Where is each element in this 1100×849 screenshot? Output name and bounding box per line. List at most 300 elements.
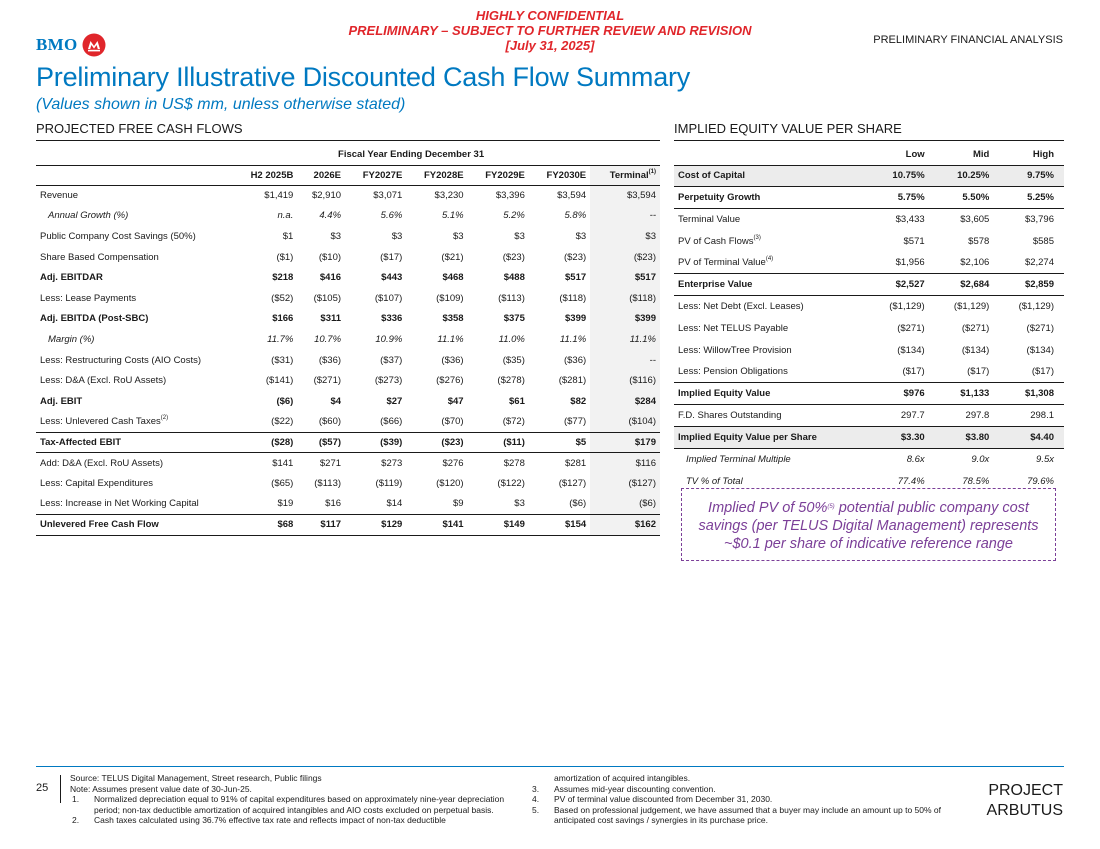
- fcf-row-label: [36, 391, 232, 412]
- cost-savings-callout: [681, 488, 1056, 561]
- project-line: PROJECT: [988, 782, 1063, 799]
- fcf-row-label-text: Revenue: [40, 190, 79, 202]
- fcf-cell: $517: [565, 272, 587, 284]
- fcf-row: [36, 288, 660, 309]
- fcf-header-spacer: [36, 145, 232, 165]
- fcf-row: [36, 432, 660, 453]
- fcf-cell: 10.9%: [375, 333, 403, 345]
- fcf-row-label-text: Less: D&A (Excl. RoU Assets): [40, 375, 167, 387]
- equity-cell: ($134): [961, 344, 990, 356]
- fcf-column-header: [590, 165, 660, 185]
- fcf-row-label-text: Adj. EBIT: [40, 395, 83, 407]
- fcf-row-label: [36, 247, 232, 268]
- equity-row-label: [674, 230, 870, 252]
- equity-row-label: [674, 427, 870, 449]
- pv-date-note: Note: Assumes present value date of 30-Jun-25.: [70, 783, 252, 794]
- fcf-cell: $1,419: [264, 190, 294, 202]
- equity-cell: $2,684: [935, 274, 1000, 296]
- fcf-row: [36, 267, 660, 288]
- fcf-cell: $443: [381, 272, 403, 284]
- fcf-row-label-text: Public Company Cost Savings (50%): [40, 230, 196, 242]
- equity-row-label-text: Enterprise Value: [678, 279, 753, 291]
- fcf-cell: ($36): [441, 354, 464, 366]
- fcf-row-label: [36, 370, 232, 391]
- fcf-cell: $16: [325, 498, 342, 510]
- fcf-cell: $278: [503, 457, 525, 469]
- equity-cell: $4.40: [999, 427, 1064, 449]
- fcf-cell: ($6): [590, 494, 660, 515]
- fcf-row: [36, 247, 660, 268]
- fcf-column-header: FY2029E: [468, 165, 529, 185]
- fiscal-year-header: Fiscal Year Ending December 31: [232, 145, 590, 165]
- equity-cell: $3,433: [895, 214, 925, 226]
- fcf-cell: $488: [503, 272, 525, 284]
- equity-cell: $3.80: [935, 427, 1000, 449]
- fcf-cell: ($116): [590, 370, 660, 391]
- fcf-cell: ($60): [318, 416, 342, 428]
- fcf-cell: ($11): [468, 432, 529, 453]
- footnote-number: 1.: [72, 794, 80, 805]
- footnote-number: 2.: [72, 815, 80, 826]
- fcf-row-label: [36, 267, 232, 288]
- equity-row: [674, 339, 1064, 361]
- equity-cell: $3,796: [1024, 214, 1054, 226]
- confidential-line: HIGHLY CONFIDENTIAL: [475, 8, 625, 23]
- equity-cell: 5.25%: [999, 187, 1064, 209]
- footnote-3: [530, 784, 970, 795]
- fcf-cell: $27: [386, 395, 403, 407]
- fcf-cell: ($66): [380, 416, 403, 428]
- equity-row-label-text: PV of Cash Flows: [678, 235, 754, 247]
- fcf-row-label: [36, 350, 232, 371]
- equity-cell: ($271): [897, 322, 925, 334]
- equity-row-label-text: TV % of Total: [686, 475, 743, 487]
- equity-row-label-text: F.D. Shares Outstanding: [678, 410, 782, 422]
- fcf-cell: ($17): [380, 251, 403, 263]
- fcf-row: [36, 370, 660, 391]
- equity-row-label-text: Implied Terminal Multiple: [686, 454, 791, 465]
- fcf-cell: ($113): [498, 292, 525, 304]
- fcf-cell: 10.7%: [314, 333, 342, 345]
- fcf-cell: ($127): [558, 478, 587, 490]
- equity-row: [674, 252, 1064, 274]
- project-name: [987, 781, 1063, 821]
- fcf-row-label: [36, 515, 232, 536]
- fcf-cell: 11.0%: [498, 333, 525, 345]
- fcf-cell: $3,594: [590, 185, 660, 206]
- fcf-cell: $3,594: [557, 190, 587, 202]
- page-subtitle: (Values shown in US$ mm, unless otherwise stated): [36, 96, 406, 113]
- fcf-cell: $9: [453, 498, 464, 510]
- equity-row-label: [674, 165, 870, 187]
- equity-cell: 9.0x: [971, 454, 990, 465]
- fcf-cell: 5.2%: [503, 210, 525, 222]
- equity-row-label: [674, 448, 870, 470]
- fcf-cell: $276: [442, 457, 464, 469]
- fcf-cell: ($65): [271, 478, 294, 490]
- equity-cell: $585: [1032, 235, 1054, 247]
- footnote-4: [530, 794, 970, 805]
- fcf-cell: ($107): [374, 292, 403, 304]
- fcf-cell: ($105): [313, 292, 342, 304]
- equity-cell: $1,308: [999, 383, 1064, 405]
- equity-row-label-text: Perpetuity Growth: [678, 192, 761, 204]
- fcf-cell: $3: [391, 230, 403, 242]
- fcf-cell: 11.7%: [267, 333, 294, 345]
- fcf-cell: $141: [406, 515, 467, 536]
- fcf-cell: $281: [565, 457, 587, 469]
- equity-cell: ($1,129): [1018, 301, 1054, 313]
- footnote-5: [530, 805, 970, 826]
- fcf-cell: $154: [529, 515, 590, 536]
- equity-column-header: Mid: [935, 145, 1000, 165]
- fcf-cell: ($52): [271, 292, 294, 304]
- footnotes-left: [70, 773, 510, 826]
- fcf-cell: $3: [575, 230, 587, 242]
- fcf-cell: ($70): [441, 416, 464, 428]
- fcf-row-label: [36, 329, 232, 350]
- source-note: Source: TELUS Digital Management, Street research, Public filings: [70, 773, 322, 783]
- fcf-row-label: [36, 453, 232, 474]
- equity-row: [674, 296, 1064, 318]
- fcf-cell: ($6): [276, 395, 294, 407]
- callout-text-post: potential public company cost savings (per TELUS Digital Management) represents ~$0.1 per share of indicative reference range: [698, 500, 1039, 552]
- fcf-cell: ($118): [590, 288, 660, 309]
- fcf-header-spacer: [36, 165, 232, 185]
- fcf-row-label: [36, 288, 232, 309]
- equity-cell: $2,527: [870, 274, 935, 296]
- fcf-cell: $311: [320, 313, 342, 325]
- footnote-text: Based on professional judgement, we have assumed that a buyer may include an amount up to 50% of anticipated cost savings / synergies in its purchase price.: [554, 804, 941, 826]
- fcf-cell: $3,396: [495, 190, 525, 202]
- equity-cell: $1,956: [870, 252, 935, 274]
- fcf-cell: $3: [514, 498, 525, 510]
- fcf-row: [36, 226, 660, 247]
- footnote-1: [70, 794, 510, 815]
- fcf-cell: ($23): [590, 247, 660, 268]
- bmo-roundel-icon: [82, 33, 106, 57]
- fcf-cell: $1: [282, 230, 294, 242]
- equity-cell: ($17): [999, 361, 1064, 383]
- fcf-column-header: FY2027E: [345, 165, 406, 185]
- equity-cell: 5.50%: [935, 187, 1000, 209]
- fcf-row-label-text: Adj. EBITDAR: [40, 272, 103, 284]
- equity-table: [674, 145, 1064, 492]
- fcf-cell: $3: [590, 226, 660, 247]
- fcf-row-label: [36, 494, 232, 515]
- fcf-row-label: [36, 473, 232, 494]
- equity-row-label-text: Terminal Value: [678, 214, 741, 226]
- equity-row-label: [674, 187, 870, 209]
- equity-row-label-text: Implied Equity Value per Share: [678, 431, 817, 443]
- equity-row: [674, 230, 1064, 252]
- project-line: ARBUTUS: [986, 802, 1063, 819]
- footnote-text: Normalized depreciation equal to 91% of capital expenditures based on approximately nine-year depreciation period; non-tax deductible amortization of acquired intangibles and AIO costs excluded on perpetual basis.: [94, 794, 505, 815]
- fcf-row-label: [36, 432, 232, 453]
- equity-cell: ($1,129): [889, 301, 925, 313]
- footnote-number: 5.: [532, 804, 540, 815]
- fcf-cell: ($276): [436, 375, 464, 387]
- fcf-cell: ($36): [563, 354, 587, 366]
- fcf-row: [36, 515, 660, 536]
- fcf-cell: $3: [330, 230, 342, 242]
- equity-cell: $2,274: [999, 252, 1064, 274]
- footnote-2-continued: amortization of acquired intangibles.: [554, 773, 691, 783]
- equity-cell: 8.6x: [906, 454, 925, 465]
- fcf-cell: $3,071: [373, 190, 403, 202]
- fcf-cell: $166: [272, 313, 294, 325]
- fcf-cell: ($31): [271, 354, 294, 366]
- fcf-cell: $116: [590, 453, 660, 474]
- fcf-cell: --: [590, 350, 660, 371]
- footnote-number: 4.: [532, 794, 540, 805]
- equity-cell: 9.5x: [1036, 454, 1054, 465]
- fcf-table: [36, 145, 660, 536]
- equity-row-label-text: Less: Pension Obligations: [678, 366, 788, 378]
- fcf-cell: $5: [529, 432, 590, 453]
- fcf-cell: $3,230: [434, 190, 464, 202]
- fcf-row-label: [36, 226, 232, 247]
- fcf-cell: $399: [590, 309, 660, 330]
- page-number-separator: [60, 775, 61, 803]
- equity-cell: $2,106: [935, 252, 1000, 274]
- fcf-cell: $3: [514, 230, 525, 242]
- equity-row-label: [674, 296, 870, 318]
- equity-row: [674, 361, 1064, 383]
- equity-row: [674, 187, 1064, 209]
- fcf-column-header: FY2030E: [529, 165, 590, 185]
- fcf-row-label-text: Annual Growth (%): [48, 210, 129, 222]
- fcf-cell: $416: [319, 272, 342, 284]
- footnote-text: Cash taxes calculated using 36.7% effective tax rate and reflects impact of non-tax deductible: [94, 815, 446, 826]
- equity-cell: ($271): [961, 322, 990, 334]
- fcf-cell: ($104): [590, 412, 660, 433]
- fcf-row: [36, 185, 660, 206]
- fcf-row: [36, 206, 660, 227]
- fcf-cell: ($23): [406, 432, 467, 453]
- fcf-section-title: PROJECTED FREE CASH FLOWS: [36, 121, 660, 141]
- equity-cell: 79.6%: [1027, 475, 1054, 487]
- fcf-row-label-text: Adj. EBITDA (Post-SBC): [40, 313, 149, 325]
- fcf-column-header: 2026E: [297, 165, 345, 185]
- fcf-cell: ($39): [345, 432, 406, 453]
- confidentiality-banner: [300, 8, 800, 53]
- callout-footnote-ref: (5): [827, 504, 835, 510]
- fcf-cell: $273: [381, 457, 403, 469]
- equity-row-label-text: Implied Equity Value: [678, 388, 771, 400]
- fcf-row-label-text: Less: Increase in Net Working Capital: [40, 498, 199, 510]
- fcf-cell: ($127): [590, 473, 660, 494]
- equity-row: [674, 165, 1064, 187]
- confidential-line: PRELIMINARY – SUBJECT TO FURTHER REVIEW AND REVISION: [348, 23, 752, 38]
- equity-row-label: [674, 361, 870, 383]
- equity-cell: $976: [870, 383, 935, 405]
- fcf-cell: $19: [277, 498, 294, 510]
- fcf-cell: ($28): [232, 432, 297, 453]
- fcf-cell: ($36): [318, 354, 342, 366]
- fcf-row: [36, 309, 660, 330]
- callout-text-pre: Implied PV of 50%: [708, 500, 828, 516]
- fcf-row-label: [36, 185, 232, 206]
- fcf-cell: $517: [590, 267, 660, 288]
- terminal-footnote-ref: (1): [648, 168, 656, 175]
- fcf-cell: $375: [503, 313, 525, 325]
- equity-row: [674, 448, 1064, 470]
- fcf-cell: ($120): [436, 478, 464, 490]
- fcf-row-label-text: Less: Unlevered Cash Taxes: [40, 416, 161, 428]
- brand-name: BMO: [36, 35, 78, 54]
- equity-cell: $571: [903, 235, 925, 247]
- equity-row: [674, 209, 1064, 231]
- equity-header-spacer: [674, 145, 870, 165]
- equity-cell: 297.8: [935, 405, 1000, 427]
- fcf-cell: $218: [272, 272, 294, 284]
- fcf-cell: $4: [330, 395, 342, 407]
- equity-cell: ($1,129): [953, 301, 990, 313]
- fcf-cell: ($23): [502, 251, 525, 263]
- fcf-cell: ($113): [314, 478, 342, 490]
- fcf-cell: n.a.: [277, 210, 294, 222]
- fcf-row-label-text: Unlevered Free Cash Flow: [40, 519, 159, 531]
- fcf-cell: ($1): [276, 251, 294, 263]
- equity-cell: 9.75%: [999, 165, 1064, 187]
- fcf-cell: $68: [232, 515, 297, 536]
- fcf-cell: $399: [565, 313, 587, 325]
- fcf-cell: ($77): [563, 416, 587, 428]
- fcf-cell: ($278): [497, 375, 525, 387]
- equity-row-label-text: Less: Net TELUS Payable: [678, 322, 789, 334]
- equity-row-label-text: Less: Net Debt (Excl. Leases): [678, 301, 804, 313]
- fcf-cell: $336: [381, 313, 403, 325]
- equity-row: [674, 274, 1064, 296]
- fcf-cell: $3: [453, 230, 464, 242]
- equity-cell: $3.30: [870, 427, 935, 449]
- fcf-cell: ($10): [318, 251, 342, 263]
- fcf-row-label-text: Tax-Affected EBIT: [40, 436, 122, 448]
- fcf-cell: ($271): [313, 375, 342, 387]
- fcf-cell: $162: [590, 515, 660, 536]
- equity-row-label: [674, 274, 870, 296]
- fcf-column-header: FY2028E: [406, 165, 467, 185]
- fcf-row: [36, 412, 660, 433]
- equity-row-label: [674, 405, 870, 427]
- fcf-cell: ($57): [297, 432, 345, 453]
- fcf-cell: ($35): [502, 354, 525, 366]
- fcf-cell: ($21): [441, 251, 464, 263]
- footnote-number: 3.: [532, 783, 540, 794]
- equity-cell: 10.75%: [870, 165, 935, 187]
- fcf-row-label: [36, 206, 232, 227]
- fcf-cell: --: [590, 206, 660, 227]
- fcf-row-label: [36, 412, 232, 433]
- fcf-cell: 4.4%: [319, 210, 342, 222]
- equity-row: [674, 427, 1064, 449]
- equity-row-label: [674, 318, 870, 340]
- equity-cell: ($134): [1026, 344, 1054, 356]
- fcf-cell: $358: [442, 313, 464, 325]
- fcf-cell: ($109): [436, 292, 464, 304]
- fcf-column-header: H2 2025B: [232, 165, 297, 185]
- equity-row-label: [674, 339, 870, 361]
- fcf-row: [36, 473, 660, 494]
- equity-cell: 298.1: [999, 405, 1064, 427]
- fcf-cell: ($6): [569, 498, 587, 510]
- equity-row-label-text: PV of Terminal Value: [678, 257, 766, 269]
- footnote-ref: (2): [160, 415, 169, 422]
- equity-cell: $1,133: [935, 383, 1000, 405]
- equity-cell: $3,605: [960, 214, 990, 226]
- fcf-cell: $271: [319, 457, 342, 469]
- fcf-cell: $141: [272, 457, 294, 469]
- fcf-cell: $179: [590, 432, 660, 453]
- fcf-row: [36, 329, 660, 350]
- fcf-row-label-text: Margin (%): [48, 333, 95, 345]
- fcf-cell: $47: [447, 395, 464, 407]
- footer-divider: [36, 766, 1064, 767]
- equity-cell: 10.25%: [935, 165, 1000, 187]
- equity-row-label: [674, 383, 870, 405]
- fcf-cell: 5.6%: [380, 210, 403, 222]
- fcf-cell: ($273): [374, 375, 403, 387]
- bmo-logo: [36, 33, 106, 57]
- fcf-cell: 5.8%: [564, 210, 587, 222]
- fcf-cell: ($122): [497, 478, 525, 490]
- equity-cell: ($17): [935, 361, 1000, 383]
- equity-row: [674, 405, 1064, 427]
- confidential-line: [July 31, 2025]: [505, 38, 595, 53]
- page-title: Preliminary Illustrative Discounted Cash Flow Summary: [36, 62, 691, 92]
- footnotes-right: [530, 773, 970, 826]
- fcf-cell: ($119): [375, 478, 403, 490]
- footnote-ref: (4): [765, 256, 774, 263]
- equity-row-label-text: Less: WillowTree Provision: [678, 344, 792, 356]
- fcf-cell: $284: [590, 391, 660, 412]
- fcf-cell: ($281): [558, 375, 587, 387]
- fcf-cell: $129: [345, 515, 406, 536]
- equity-row: [674, 383, 1064, 405]
- fcf-row-label-text: Add: D&A (Excl. RoU Assets): [40, 457, 164, 469]
- equity-cell: ($271): [1026, 322, 1054, 334]
- fcf-row: [36, 494, 660, 515]
- fcf-header-spacer: [590, 145, 660, 165]
- fcf-cell: $61: [509, 395, 525, 407]
- fcf-cell: $2,910: [311, 190, 342, 202]
- fcf-cell: ($141): [265, 375, 294, 387]
- equity-row-label-text: Cost of Capital: [678, 170, 746, 182]
- equity-row: [674, 318, 1064, 340]
- page-number: 25: [36, 782, 49, 794]
- footnote-2: [70, 815, 510, 826]
- fcf-row: [36, 350, 660, 371]
- footnote-text: PV of terminal value discounted from December 31, 2030.: [554, 794, 773, 805]
- document-tag: PRELIMINARY FINANCIAL ANALYSIS: [873, 34, 1063, 46]
- fcf-row-label-text: Less: Restructuring Costs (AIO Costs): [40, 354, 202, 366]
- fcf-cell: ($118): [559, 292, 587, 304]
- footnote-text: Assumes mid-year discounting convention.: [554, 783, 716, 794]
- fcf-cell: $468: [442, 272, 464, 284]
- equity-cell: 78.5%: [962, 475, 990, 487]
- fcf-cell: 11.1%: [559, 333, 587, 345]
- equity-cell: 297.7: [870, 405, 935, 427]
- fcf-cell: 11.1%: [437, 333, 464, 345]
- equity-cell: ($17): [870, 361, 935, 383]
- fcf-cell: $149: [468, 515, 529, 536]
- fcf-cell: ($22): [271, 416, 294, 428]
- fcf-row: [36, 453, 660, 474]
- equity-column-header: High: [999, 145, 1064, 165]
- fcf-row-label-text: Less: Capital Expenditures: [40, 478, 154, 490]
- fcf-cell: ($37): [380, 354, 403, 366]
